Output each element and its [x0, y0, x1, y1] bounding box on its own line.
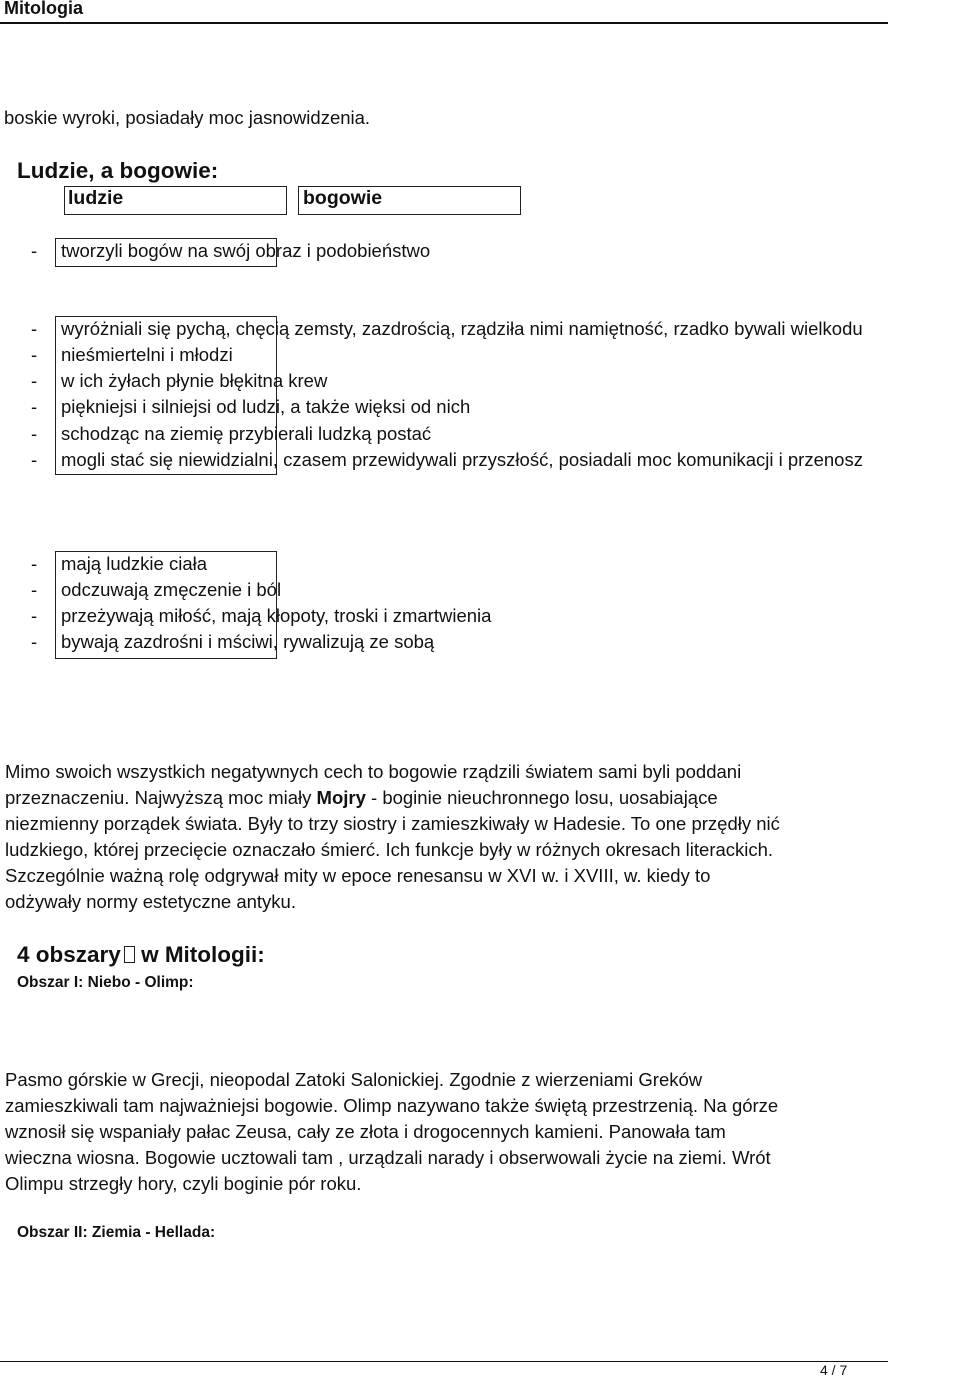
column-header-bogowie-label: bogowie	[303, 187, 383, 209]
section-heading: Ludzie, a bogowie:	[17, 158, 219, 183]
mojry-term: Mojry	[316, 787, 366, 808]
column-header-ludzie	[64, 186, 287, 215]
page-number: 4 / 7	[820, 1362, 848, 1378]
paragraph-line: Pasmo górskie w Grecji, nieopodal Zatoki Salonickiej. Zgodnie z wierzeniami Greków	[5, 1069, 703, 1090]
list-b-dash: -	[31, 370, 38, 391]
list-item: w ich żyłach płynie błękitna krew	[61, 370, 328, 391]
paragraph-line: ludzkiego, której przecięcie oznaczało śmierć. Ich funkcje były w różnych okresach literackich.	[5, 839, 774, 860]
document-title: Mitologia	[4, 0, 83, 18]
list-c-dash: -	[31, 553, 38, 574]
area-1-title: Obszar I: Niebo - Olimp:	[17, 974, 194, 991]
paragraph-line: Mimo swoich wszystkich negatywnych cech to bogowie rządzili światem sami byli poddani	[5, 761, 742, 782]
paragraph-text: przeznaczeniu. Najwyższą moc miały	[5, 787, 317, 808]
paragraph-line: niezmienny porządek świata. Były to trzy siostry i zamieszkiwały w Hadesie. To one przędły nić	[5, 813, 780, 834]
list-item: mogli stać się niewidzialni, czasem przewidywali przyszłość, posiadali moc komunikacji i przenosz	[61, 449, 863, 470]
list-b-dash: -	[31, 344, 38, 365]
column-header-bogowie	[298, 186, 521, 215]
list-item: bywają zazdrośni i mściwi, rywalizują ze sobą	[61, 631, 435, 652]
area-2-title: Obszar II: Ziemia - Hellada:	[17, 1224, 216, 1241]
paragraph-line: Olimpu strzegły hory, czyli boginie pór roku.	[5, 1173, 362, 1194]
list-item: piękniejsi i silniejsi od ludzi, a także więksi od nich	[61, 396, 471, 417]
list-b-dash: -	[31, 449, 38, 470]
paragraph-line: wieczna wiosna. Bogowie ucztowali tam , urządzali narady i obserwowali życie na ziemi. Wrót	[5, 1147, 771, 1168]
areas-heading-text: w Mitologii:	[134, 942, 265, 967]
list-c-dash: -	[31, 605, 38, 626]
list-item: mają ludzkie ciała	[61, 553, 208, 574]
list-item: schodząc na ziemię przybierali ludzką postać	[61, 423, 432, 444]
column-header-ludzie-label: ludzie	[68, 187, 124, 209]
list-item: wyróżniali się pychą, chęcią zemsty, zazdrością, rządziła nimi namiętność, rzadko bywali wielkodu	[61, 318, 863, 339]
list-c-dash: -	[31, 579, 38, 600]
paragraph-line	[5, 785, 718, 811]
missing-glyph-icon	[124, 946, 135, 963]
paragraph-line: zamieszkiwali tam najważniejsi bogowie. Olimp nazywano także świętą przestrzenią. Na górze	[5, 1095, 779, 1116]
list-c-dash: -	[31, 631, 38, 652]
list-item: przeżywają miłość, mają kłopoty, troski i zmartwienia	[61, 605, 492, 626]
paragraph-line: Szczególnie ważną rolę odgrywał mity w epoce renesansu w XVI w. i XVIII, w. kiedy to	[5, 865, 711, 886]
footer-divider	[0, 1361, 888, 1362]
list-a-dash: -	[31, 240, 38, 261]
paragraph-line: odżywały normy estetyczne antyku.	[5, 891, 296, 912]
areas-heading-text: 4 obszary	[17, 942, 121, 967]
paragraph-text: - boginie nieuchronnego losu, uosabiające	[365, 787, 718, 808]
list-item: odczuwają zmęczenie i ból	[61, 579, 282, 600]
header-divider	[0, 22, 888, 24]
list-b-dash: -	[31, 318, 38, 339]
list-b-dash: -	[31, 396, 38, 417]
intro-line: boskie wyroki, posiadały moc jasnowidzenia.	[4, 107, 371, 128]
list-item: nieśmiertelni i młodzi	[61, 344, 233, 365]
paragraph-line: wznosił się wspaniały pałac Zeusa, cały ze złota i drogocennych kamieni. Panowała tam	[5, 1121, 726, 1142]
list-item: tworzyli bogów na swój obraz i podobieństwo	[61, 240, 431, 261]
list-b-dash: -	[31, 423, 38, 444]
areas-heading	[17, 942, 265, 968]
